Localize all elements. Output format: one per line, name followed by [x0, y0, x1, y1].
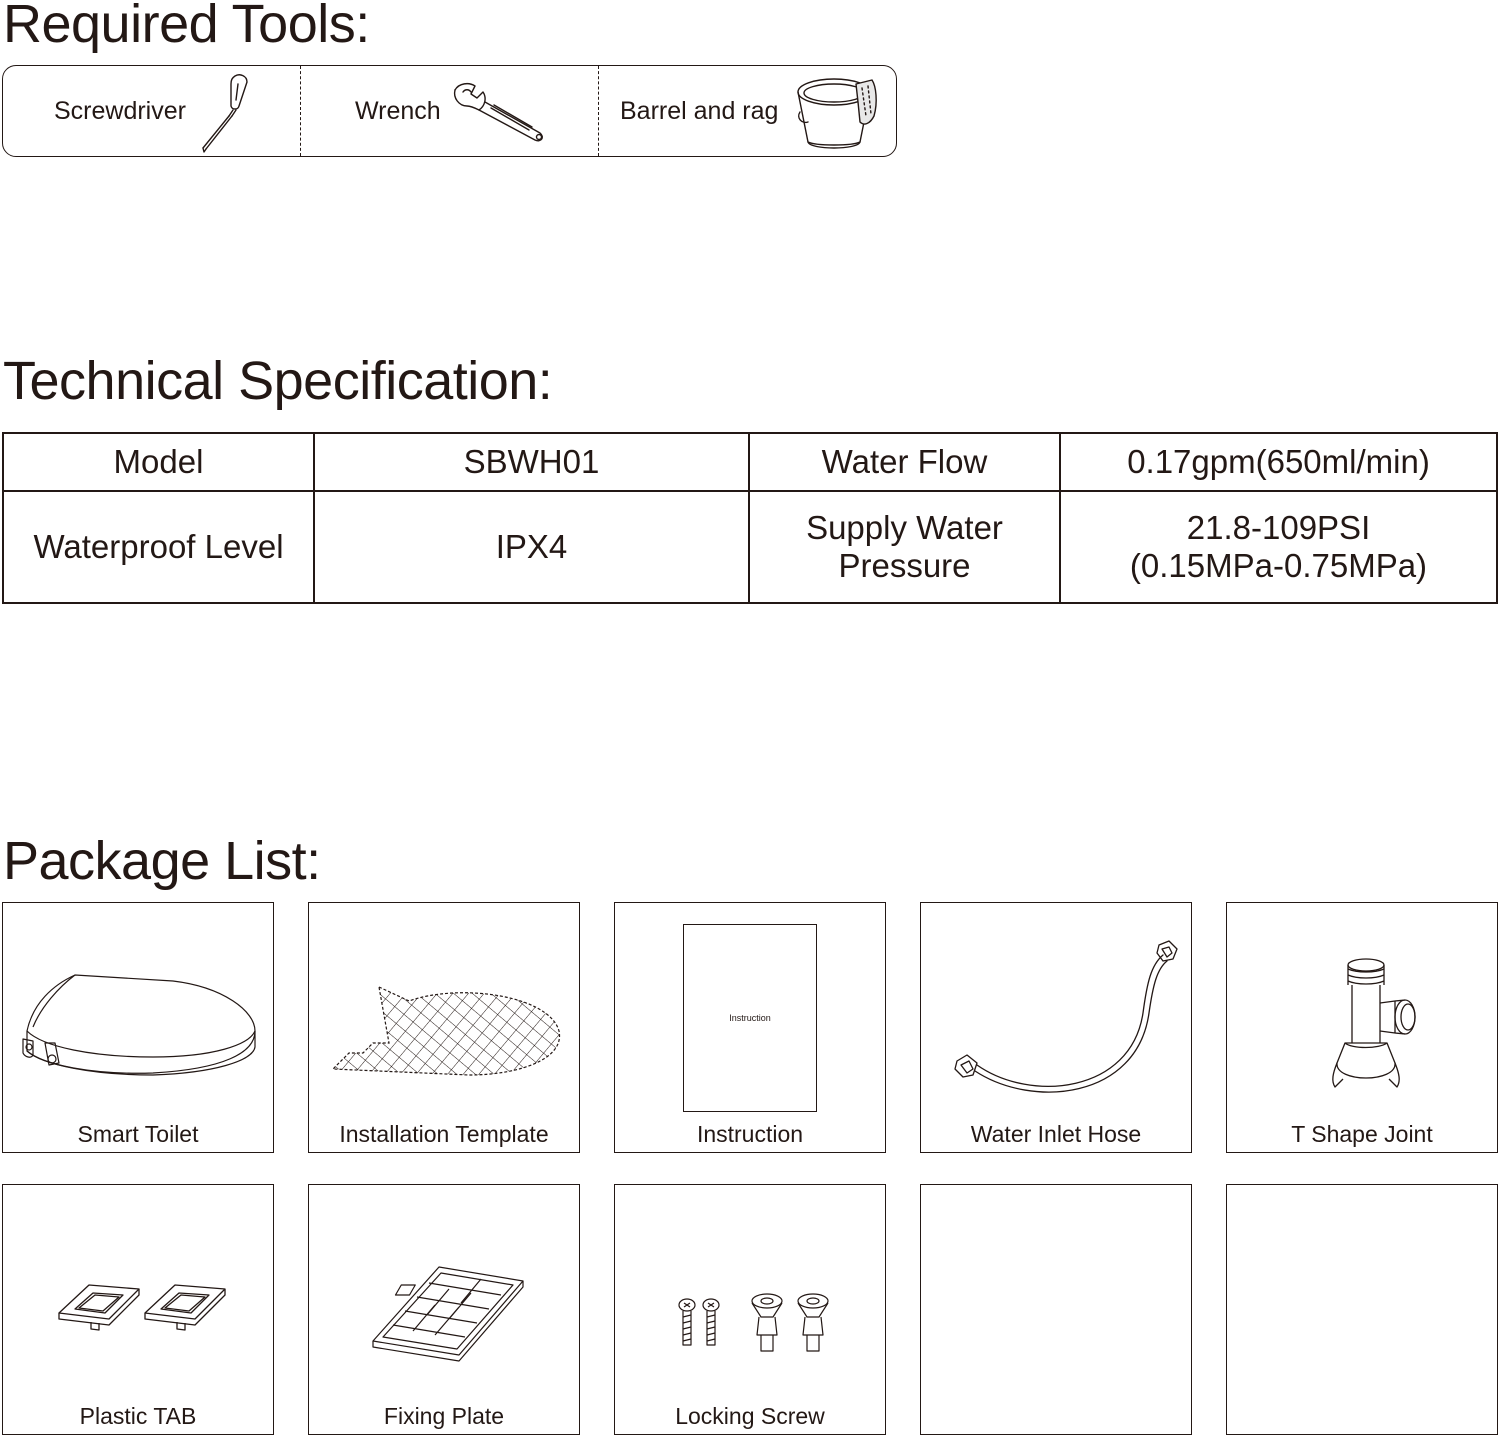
tool-label: Barrel and rag: [620, 96, 779, 125]
package-item-label: Water Inlet Hose: [970, 1121, 1142, 1147]
spec-label-water-flow: Water Flow: [749, 433, 1060, 491]
screwdriver-icon: [195, 70, 255, 154]
plastic-tab-icon: [3, 1185, 275, 1405]
spec-value-line: (0.15MPa-0.75MPa): [1129, 546, 1428, 584]
instruction-booklet-icon: [683, 924, 817, 1112]
tool-label: Wrench: [355, 96, 441, 125]
installation-template-icon: [309, 903, 581, 1123]
booklet-cover-text: Instruction: [729, 1013, 771, 1023]
package-item-instruction: [614, 902, 886, 1153]
technical-specification-heading: Technical Specification:: [3, 351, 553, 411]
package-item-installation-template: [308, 902, 580, 1153]
spec-value-line: 21.8-109PSI: [1186, 508, 1371, 546]
water-inlet-hose-icon: [921, 903, 1193, 1123]
package-item-label: Locking Screw: [675, 1403, 825, 1429]
package-item-smart-toilet: [2, 902, 274, 1153]
spec-label-waterproof-level: Waterproof Level: [3, 491, 314, 603]
tool-barrel-and-rag: [598, 66, 896, 156]
t-shape-joint-icon: [1227, 903, 1499, 1123]
locking-screw-icon: [615, 1185, 887, 1405]
spec-label-model: Model: [3, 433, 314, 491]
package-item-empty: [920, 1184, 1192, 1435]
package-item-fixing-plate: [308, 1184, 580, 1435]
package-list-heading: Package List:: [3, 831, 321, 891]
required-tools-bar: [2, 65, 897, 157]
barrel-rag-icon: [794, 72, 880, 154]
spec-value-waterproof-level: IPX4: [314, 491, 749, 603]
package-item-label: Installation Template: [339, 1121, 549, 1147]
package-item-label: Instruction: [696, 1121, 804, 1147]
package-item-water-inlet-hose: [920, 902, 1192, 1153]
spec-value-model: SBWH01: [314, 433, 749, 491]
spec-value-supply-water-pressure: [1060, 491, 1497, 603]
package-item-empty: [1226, 1184, 1498, 1435]
package-item-t-shape-joint: [1226, 902, 1498, 1153]
package-item-plastic-tab: [2, 1184, 274, 1435]
smart-toilet-seat-icon: [3, 903, 275, 1123]
package-item-locking-screw: [614, 1184, 886, 1435]
wrench-icon: [451, 80, 547, 146]
package-item-label: Fixing Plate: [383, 1403, 505, 1429]
tool-label: Screwdriver: [54, 96, 186, 125]
table-row: [3, 491, 1497, 603]
package-item-label: Plastic TAB: [79, 1403, 197, 1429]
tool-screwdriver: [3, 66, 300, 156]
package-item-label: T Shape Joint: [1291, 1121, 1433, 1147]
table-row: [3, 433, 1497, 491]
spec-value-water-flow: 0.17gpm(650ml/min): [1060, 433, 1497, 491]
spec-label-supply-water-pressure: Supply Water Pressure: [749, 491, 1060, 603]
package-item-label: Smart Toilet: [77, 1121, 199, 1147]
specification-table: [2, 432, 1498, 604]
required-tools-heading: Required Tools:: [3, 0, 370, 54]
fixing-plate-icon: [309, 1185, 581, 1405]
tool-wrench: [300, 66, 598, 156]
